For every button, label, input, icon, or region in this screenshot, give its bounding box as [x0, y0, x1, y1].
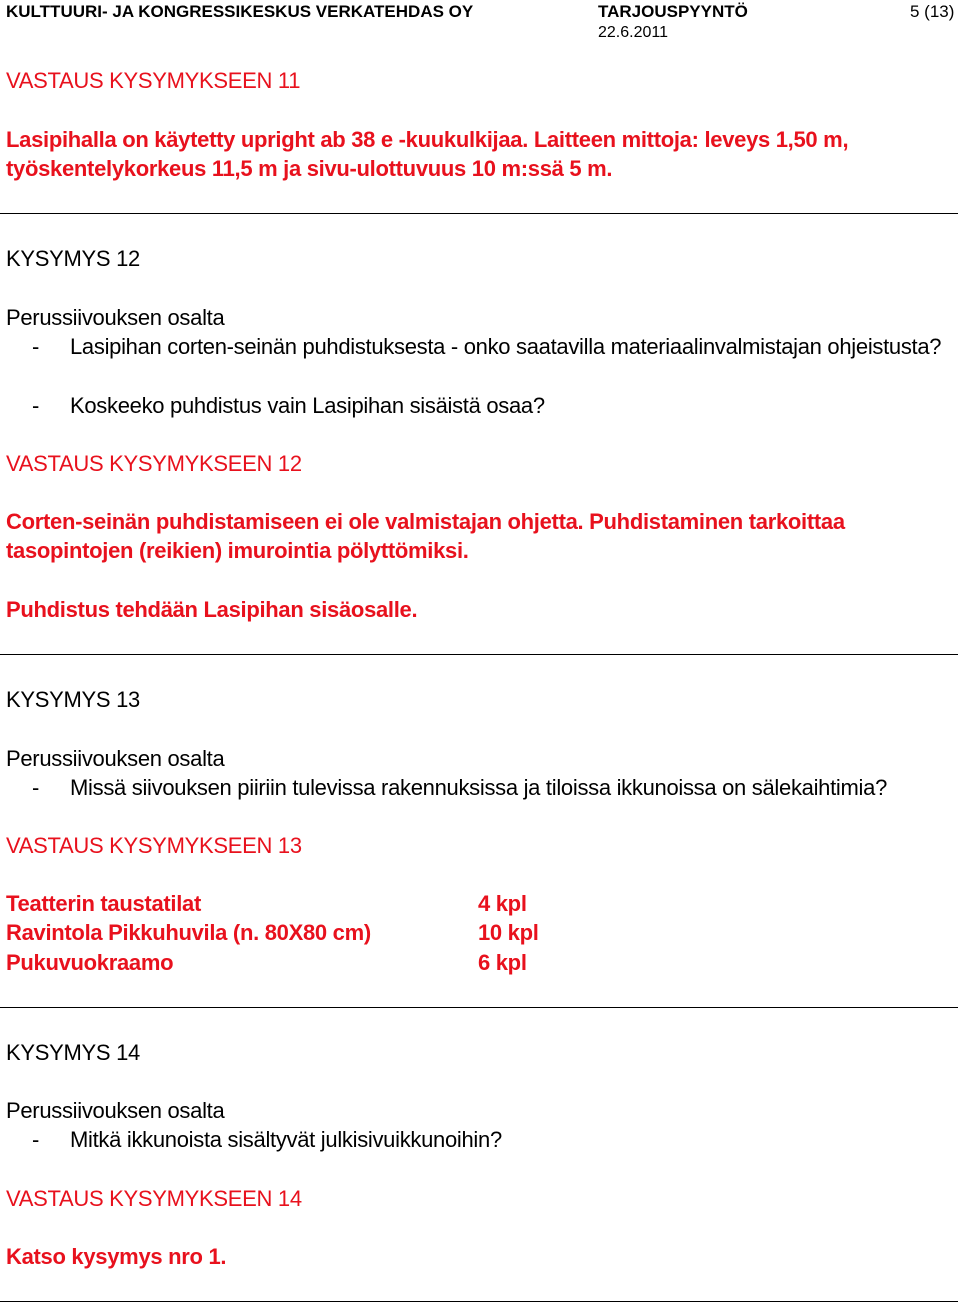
answer-13-quantity: 4 kpl [478, 891, 527, 916]
bullet-dash: - [32, 775, 40, 800]
answer-13-quantity: 10 kpl [478, 920, 539, 945]
header-page-number: 5 (13) [910, 2, 955, 21]
answer-14-heading: VASTAUS KYSYMYKSEEN 14 [6, 1186, 302, 1211]
section-divider [0, 1007, 958, 1008]
question-12-item-text: Lasipihan corten-seinän puhdistuksesta - onko saatavilla materiaalinvalmistajan ohjeistusta? [70, 334, 942, 359]
question-14-item-text: Mitkä ikkunoista sisältyvät julkisivuikkunoihin? [70, 1127, 502, 1152]
answer-13-place: Teatterin taustatilat [6, 891, 201, 916]
answer-12-text: Puhdistus tehdään Lasipihan sisäosalle. [6, 597, 418, 622]
answer-13-place: Ravintola Pikkuhuvila (n. 80X80 cm) [6, 920, 371, 945]
answer-11-heading: VASTAUS KYSYMYKSEEN 11 [6, 68, 301, 93]
question-12-heading: KYSYMYS 12 [6, 246, 140, 271]
question-13-heading: KYSYMYS 13 [6, 687, 140, 712]
answer-14-text: Katso kysymys nro 1. [6, 1244, 227, 1269]
answer-11-text: Lasipihalla on käytetty upright ab 38 e -kuukulkijaa. Laitteen mittoja: leveys 1,50 m, työskentelykorkeus 11,5 m ja sivu-ulottuvuus 10 m:ssä 5 m. [6, 127, 849, 181]
bullet-dash: - [32, 1127, 40, 1152]
question-13-item-text: Missä siivouksen piiriin tulevissa rakennuksissa ja tiloissa ikkunoissa on sälekaihtimia? [70, 775, 888, 800]
question-12-item [32, 332, 956, 361]
section-divider [0, 654, 958, 655]
bullet-dash: - [32, 334, 40, 359]
section-divider [0, 213, 958, 214]
question-12-item-text: Koskeeko puhdistus vain Lasipihan sisäistä osaa? [70, 393, 545, 418]
header-date: 22.6.2011 [598, 24, 668, 41]
header-organization: KULTTUURI- JA KONGRESSIKESKUS VERKATEHDAS OY [6, 2, 474, 21]
answer-12-text: Corten-seinän puhdistamiseen ei ole valmistajan ohjetta. Puhdistaminen tarkoittaa tasopintojen (reikien) imurointia pölyttömiksi. [6, 509, 845, 563]
header-document-type: TARJOUSPYYNTÖ [598, 2, 748, 21]
question-12-item [32, 391, 956, 420]
bullet-dash: - [32, 393, 40, 418]
answer-12-heading: VASTAUS KYSYMYKSEEN 12 [6, 451, 302, 476]
answer-13-heading: VASTAUS KYSYMYKSEEN 13 [6, 833, 302, 858]
section-divider [0, 1301, 958, 1302]
question-12-context: Perussiivouksen osalta [6, 305, 225, 330]
question-14-item [32, 1125, 956, 1154]
answer-13-place: Pukuvuokraamo [6, 950, 174, 975]
question-13-context: Perussiivouksen osalta [6, 746, 225, 771]
question-14-context: Perussiivouksen osalta [6, 1098, 225, 1123]
question-14-heading: KYSYMYS 14 [6, 1040, 140, 1065]
question-13-item [32, 773, 956, 802]
answer-13-quantity: 6 kpl [478, 950, 527, 975]
